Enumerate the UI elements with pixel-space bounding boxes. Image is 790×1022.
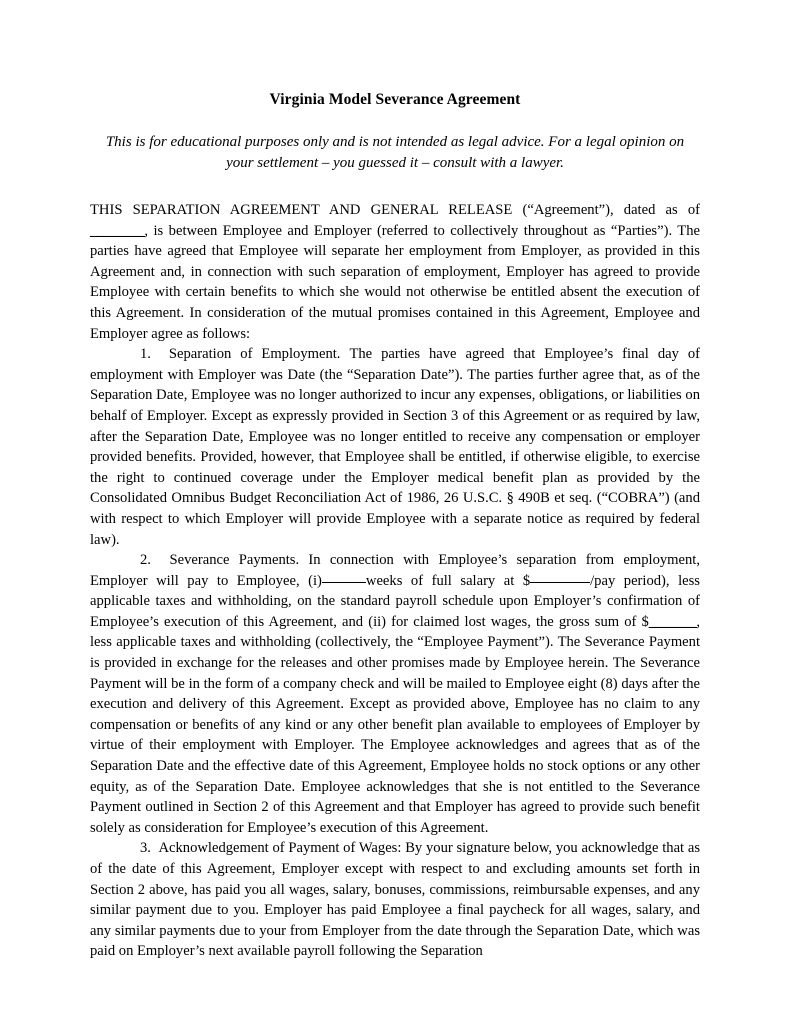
section-2-paragraph bbox=[90, 550, 700, 838]
preamble-text-part1: THIS SEPARATION AGREEMENT AND GENERAL RELEASE (“Agreement”), dated as of bbox=[90, 202, 700, 218]
section-3-paragraph bbox=[90, 838, 700, 962]
section-1-paragraph bbox=[90, 344, 700, 550]
gross-sum-blank[interactable]: _______ bbox=[648, 613, 697, 630]
section-1-number: 1. bbox=[140, 346, 151, 363]
agreement-date-blank[interactable]: ________ bbox=[90, 222, 145, 239]
section-3-number: 3. bbox=[140, 840, 151, 857]
preamble-paragraph bbox=[90, 174, 700, 344]
section-2-text-part3: /pay period), less applicable taxes and withholding, on the standard payroll schedule upon Employer’s confirmation of Employee’s execution of this Agreement, and (ii) for claimed lost wages, the gross sum of $ bbox=[90, 572, 700, 630]
section-2-text-part1: In connection with Employee’s separation from employment, Employer will pay to Employee, (i) bbox=[90, 552, 700, 589]
section-2-number: 2. bbox=[140, 552, 151, 569]
section-2-text-part4: , less applicable taxes and withholding (collectively, the “Employee Payment”). The Severance Payment is provided in exchange for the releases and other promises made by Employee herein. The Severance Payment will be in the form of a company check and will be mailed to Employee eight (8) days after the execution and delivery of this Agreement. Except as provided above, Employee has no claim to any compensation or benefits of any kind or any other benefit plan available to employees of Employer by virtue of their employment with Employer. The Employee acknowledges and agrees that as of the Separation Date and the effective date of this Agreement, Employee holds no stock options or any other equity, as of the Separation Date. Employee acknowledges that she is not entitled to the Severance Payment outlined in Section 2 of this Agreement and that Employer has agreed to provide such benefit solely as consideration for Employee’s execution of this Agreement. bbox=[90, 613, 700, 836]
section-1-heading: Separation of Employment. bbox=[168, 346, 341, 363]
pay-period-amount-blank[interactable] bbox=[530, 582, 590, 583]
document-content bbox=[90, 0, 700, 962]
section-2-text-part2: weeks of full salary at $ bbox=[365, 572, 531, 589]
document-disclaimer: This is for educational purposes only and is not intended as legal advice. For a legal opinion on your settlement – you guessed it – consult with a lawyer. bbox=[105, 134, 685, 171]
preamble-text-part2: , is between Employee and Employer (referred to collectively throughout as “Parties”). The parties have agreed that Employee will separate her employment from Employer, as provided in this Agreement and, in connection with such separation of employment, Employer has agreed to provide Employee with certain benefits to which she would not otherwise be entitled absent the execution of this Agreement. In consideration of the mutual promises contained in this Agreement, Employee and Employer agree as follows: bbox=[90, 222, 700, 342]
section-2-heading: Severance Payments. bbox=[169, 552, 300, 569]
section-3-text: By your signature below, you acknowledge that as of the date of this Agreement, Employer except with respect to and excluding amounts set forth in Section 2 above, has paid you all wages, salary, bonuses, commissions, reimbursable expenses, and any similar payment due to you. Employer has paid Employee a final paycheck for all wages, salary, and any similar payments due to your from Employer from the date through the Separation Date, which was paid on Employer’s next available payroll following the Separation bbox=[90, 840, 701, 960]
severance-weeks-blank[interactable] bbox=[322, 582, 366, 583]
section-3-heading: Acknowledgement of Payment of Wages: bbox=[158, 840, 402, 857]
page-title: Virginia Model Severance Agreement bbox=[269, 91, 521, 108]
section-1-text: The parties have agreed that Employee’s final day of employment with Employer was Date (the “Separation Date”). The parties further agree that, as of the Separation Date, Employee was no longer authorized to incur any expenses, obligations, or liabilities on behalf of Employer. Except as expressly provided in Section 3 of this Agreement or as required by law, after the Separation Date, Employee was no longer entitled to receive any compensation or employer provided benefits. Provided, however, that Employee shall be entitled, if otherwise eligible, to exercise the right to continued coverage under the Employer medical benefit plan as provided by the Consolidated Omnibus Budget Reconciliation Act of 1986, 26 U.S.C. § 490B et seq. (“COBRA”) (and with respect to which Employer will provide Employee with a separate notice as required by federal law). bbox=[90, 346, 701, 548]
